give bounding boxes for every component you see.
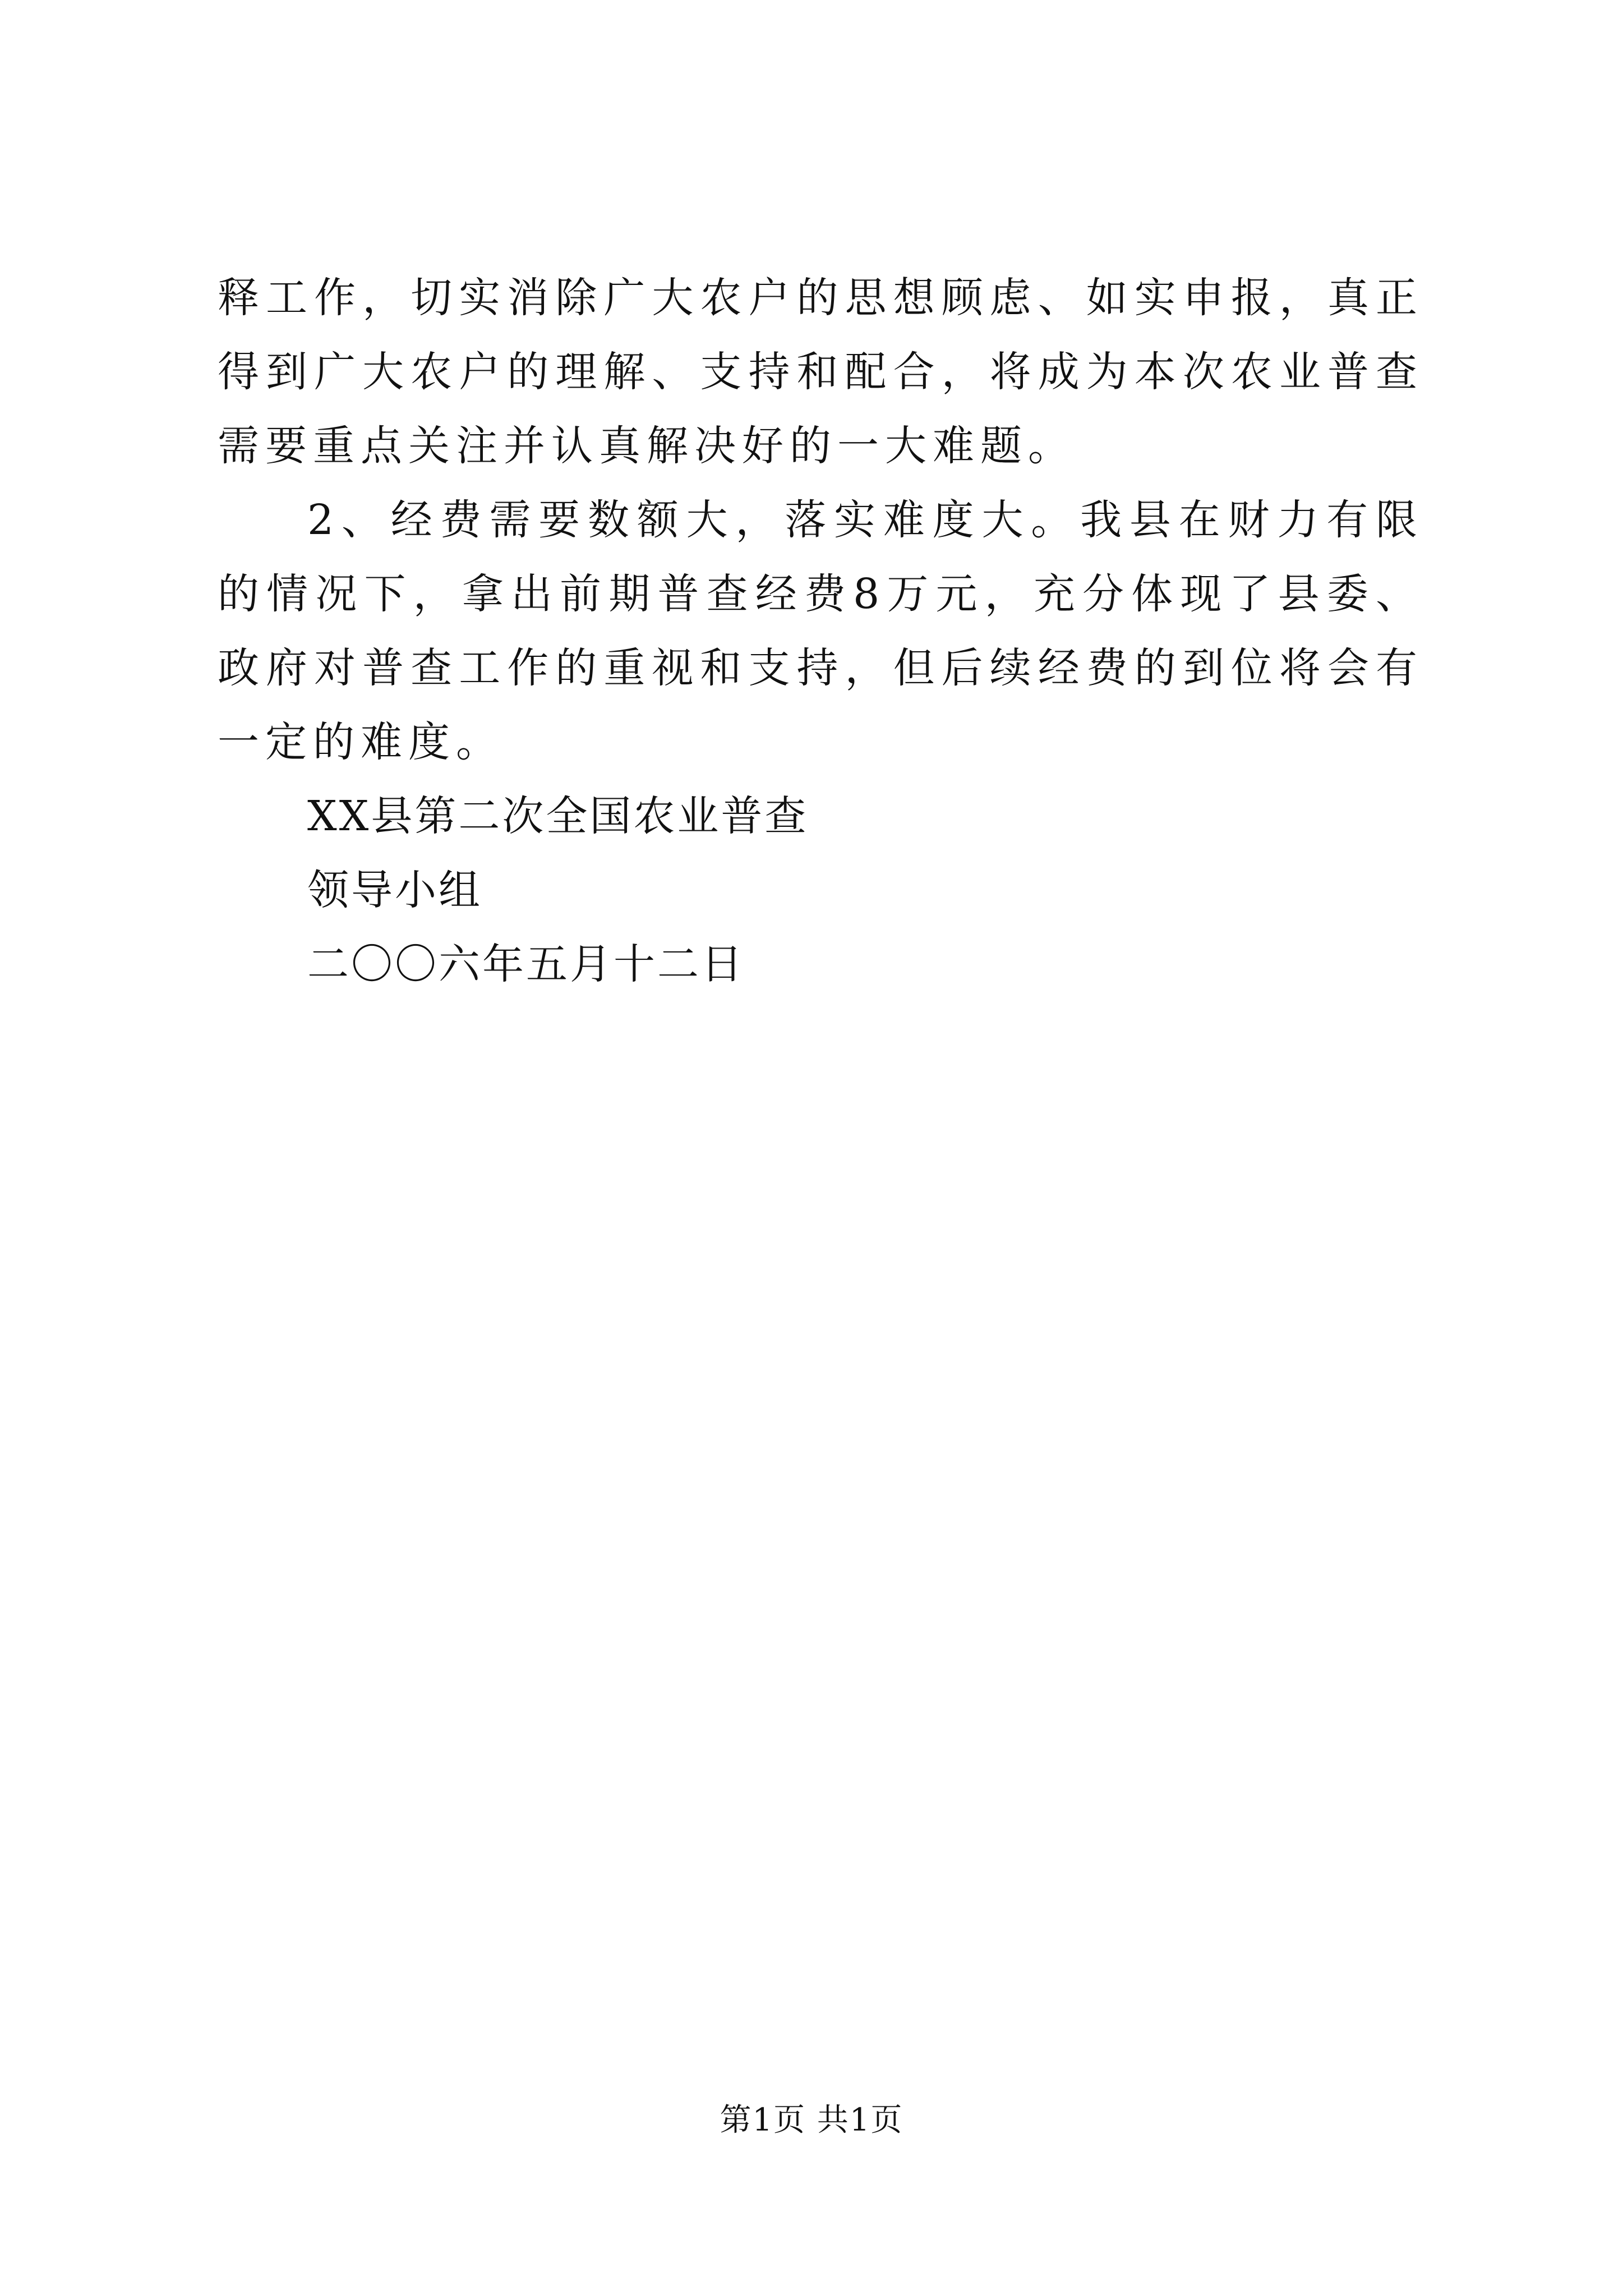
paragraph-funding-issue: 2、经费需要数额大，落实难度大。我县在财力有限的情况下，拿出前期普查经费8万元，充分体现了县委、政府对普查工作的重视和支持，但后续经费的到位将会有一定的难度。 bbox=[218, 496, 1423, 766]
paragraph-continuation: 释工作，切实消除广大农户的思想顾虑、如实申报，真正得到广大农户的理解、支持和配合，将成为本次农业普查需要重点关注并认真解决好的一大难题。 bbox=[218, 274, 1423, 470]
page-footer: 第1页 共1页 bbox=[720, 2102, 903, 2138]
document-body bbox=[218, 261, 1423, 1001]
signature-group: 领导小组 bbox=[307, 866, 482, 914]
signature-organization: XX县第二次全国农业普查 bbox=[307, 792, 809, 840]
signature-date: 二〇〇六年五月十二日 bbox=[307, 940, 745, 988]
